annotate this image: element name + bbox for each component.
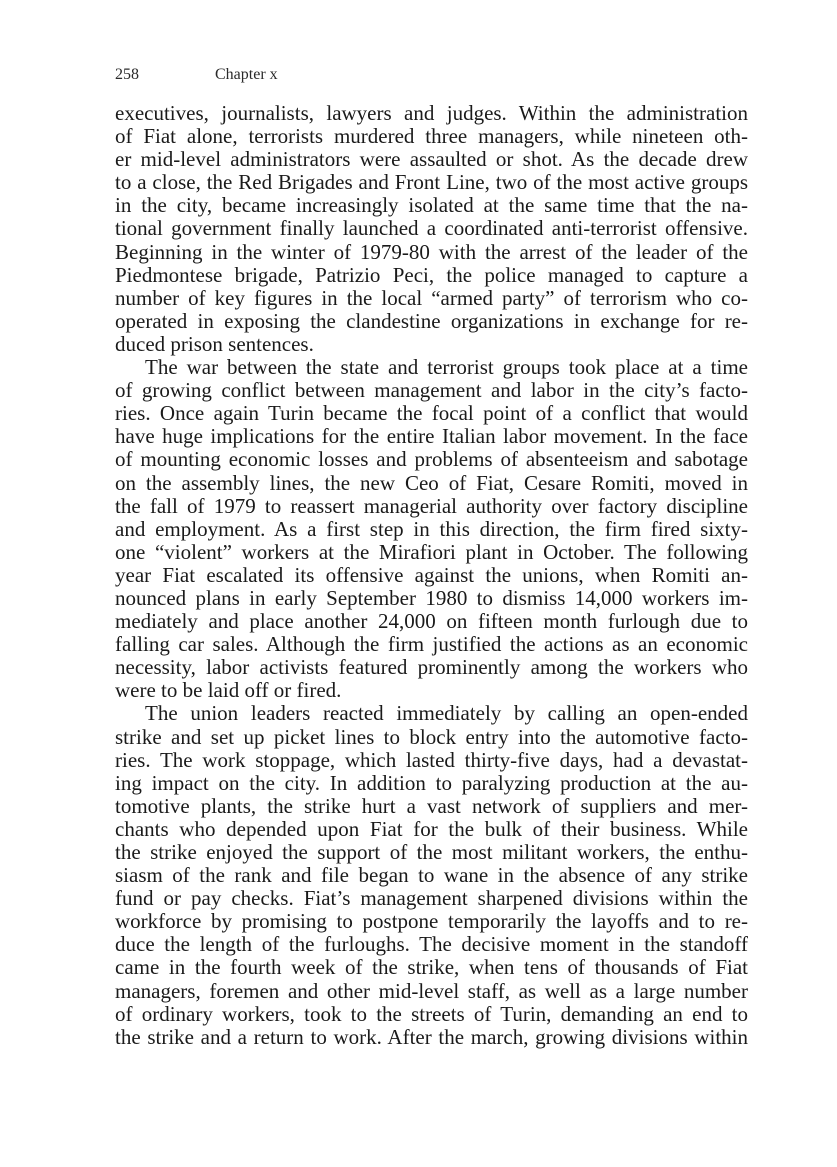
text-line: to a close, the Red Brigades and Front Line, two of the most active groups [115,170,748,195]
paragraph-start-line: The union leaders reacted immediately by calling an open-ended [145,701,748,726]
page-number: 258 [115,66,139,83]
text-line: tional government finally launched a coordinated anti-terrorist offensive. [115,216,748,241]
text-line: chants who depended upon Fiat for the bulk of their business. While [115,816,748,841]
text-line: managers, foremen and other mid-level staff, as well as a large number [115,978,748,1003]
text-line: of Fiat alone, terrorists murdered three managers, while nineteen oth- [115,124,748,149]
text-line: ries. The work stoppage, which lasted thirty-five days, had a devastat- [115,747,748,772]
text-line: Beginning in the winter of 1979-80 with the arrest of the leader of the [115,239,748,264]
text-line: and employment. As a first step in this direction, the firm fired sixty- [115,516,748,541]
text-line: the fall of 1979 to reassert managerial authority over factory discipline [115,493,748,518]
text-line: have huge implications for the entire Italian labor movement. In the face [115,424,748,449]
text-line: the strike enjoyed the support of the most militant workers, the enthu- [115,840,748,864]
text-line: siasm of the rank and file began to wane in the absence of any strike [115,863,748,888]
running-head [115,64,748,86]
text-line: operated in exposing the clandestine organizations in exchange for re- [115,308,748,333]
text-line: ries. Once again Turin became the focal point of a conflict that would [115,401,748,426]
text-line: strike and set up picket lines to block entry into the automotive facto- [115,724,748,749]
text-line: number of key figures in the local “armed party” of terrorism who co- [115,285,748,310]
text-line: falling car sales. Although the firm justified the actions as an economic [115,632,748,657]
text-line: in the city, became increasingly isolated at the same time that the na- [115,193,748,218]
text-line: of growing conflict between management and labor in the city’s facto- [115,378,748,403]
text-line: year Fiat escalated its offensive against the unions, when Romiti an- [115,562,748,587]
text-line: of ordinary workers, took to the streets of Turin, demanding an end to [115,1001,748,1026]
text-line: fund or pay checks. Fiat’s management sharpened divisions within the [115,886,748,911]
paragraph-start-line: The war between the state and terrorist groups took place at a time [145,355,748,380]
text-line: mediately and place another 24,000 on fifteen month furlough due to [115,609,748,634]
text-line: on the assembly lines, the new Ceo of Fiat, Cesare Romiti, moved in [115,470,748,495]
text-line: Piedmontese brigade, Patrizio Peci, the police managed to capture a [115,262,748,287]
text-line: necessity, labor activists featured prominently among the workers who [115,655,748,680]
text-line: tomotive plants, the strike hurt a vast network of suppliers and mer- [115,793,748,818]
text-line: duced prison sentences. [115,331,314,356]
text-line: nounced plans in early September 1980 to dismiss 14,000 workers im- [115,585,748,610]
text-line: executives, journalists, lawyers and judges. Within the administration [115,101,748,125]
chapter-title: Chapter x [215,66,278,83]
text-line: one “violent” workers at the Mirafiori plant in October. The following [115,539,748,564]
text-line: duce the length of the furloughs. The decisive moment in the standoff [115,932,748,957]
text-line: er mid-level administrators were assaulted or shot. As the decade drew [115,147,748,172]
body-text [115,102,748,1049]
text-line: came in the fourth week of the strike, when tens of thousands of Fiat [115,955,748,980]
text-line: ing impact on the city. In addition to paralyzing production at the au- [115,770,748,795]
text-line: workforce by promising to postpone temporarily the layoffs and to re- [115,909,748,934]
text-line: of mounting economic losses and problems of absenteeism and sabotage [115,447,748,472]
book-page [115,64,748,1049]
text-line: the strike and a return to work. After the march, growing divisions within [115,1024,748,1049]
text-line: were to be laid off or fired. [115,678,342,703]
